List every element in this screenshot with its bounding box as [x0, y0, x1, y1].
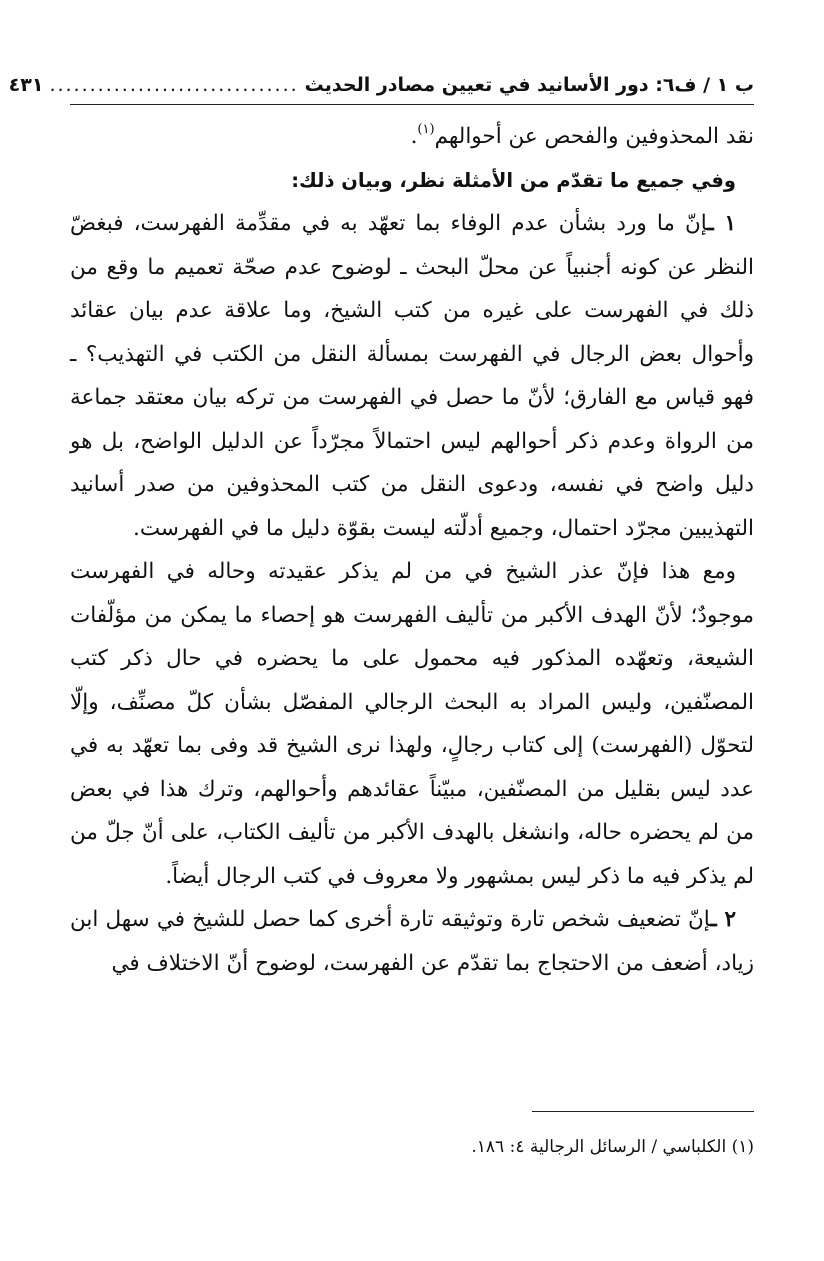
point-number-1: ١ ـ	[707, 211, 736, 236]
paragraph-1-end: .	[410, 124, 418, 149]
paragraph-2: وفي جميع ما تقدّم من الأمثلة نظر، وبيان ذلك:	[291, 168, 736, 192]
paragraph-1	[70, 115, 754, 159]
paragraph-3-text: إنّ ما ورد بشأن عدم الوفاء بما تعهّد به في مقدِّمة الفهرست، فبغضّ النظر عن كونه أجنبياً عن محلّ البحث ـ لوضوح عدم صحّة تعميم ما وقع من ذلك في الفهرست على غيره من كتب الشيخ، وما علاقة عدم بيان عقائد وأحوال بعض الرجال في الفهرست بمسألة النقل من الكتب في التهذيب؟ ـ فهو قياس مع الفارق؛ لأنّ ما حصل في الفهرست من تركه بيان معتقد جماعة من الرواة وعدم ذكر أحوالهم ليس احتمالاً مجرّداً عن الدليل الواضح، بل هو دليل واضح في نفسه، ودعوى النقل من كتب المحذوفين من صدر أسانيد التهذيبين مجرّد احتمال، وجميع أدلّته ليست بقوّة دليل ما في الفهرست.	[70, 211, 754, 541]
paragraph-5	[70, 898, 754, 985]
point-number-2: ٢ ـ	[710, 907, 736, 932]
footnote-separator	[532, 1111, 754, 1112]
header-leader-dots: ...............................	[49, 74, 299, 96]
page-number: ٤٣١	[8, 74, 44, 96]
body-text	[70, 115, 754, 985]
footnote-reference: (١)	[417, 122, 435, 137]
footnote: (١) الكلباسي / الرسائل الرجالية ٤: ١٨٦.	[471, 1137, 754, 1157]
header-title: ب ١ / ف٦: دور الأسانيد في تعيين مصادر الحديث	[304, 74, 754, 96]
paragraph-1-text: نقد المحذوفين والفحص عن أحوالهم	[434, 124, 754, 149]
document-page	[8, 70, 754, 985]
paragraph-3	[70, 202, 754, 550]
running-header	[8, 70, 754, 105]
paragraph-5-text: إنّ تضعيف شخص تارة وتوثيقه تارة أخرى كما حصل للشيخ في سهل ابن زياد، أضعف من الاحتجاج بما تقدّم عن الفهرست، لوضوح أنّ الاختلاف في	[70, 907, 754, 976]
paragraph-4: ومع هذا فإنّ عذر الشيخ في من لم يذكر عقيدته وحاله في الفهرست موجودٌ؛ لأنّ الهدف الأكبر من تأليف الفهرست هو إحصاء ما يمكن من مؤلّفات الشيعة، وتعهّده المذكور فيه محمول على ما يحضره في حال ذكر كتب المصنّفين، وليس المراد به البحث الرجالي المفصّل بشأن كلّ مصنِّف، وإلّا لتحوّل (الفهرست) إلى كتاب رجالٍ، ولهذا نرى الشيخ قد وفى بما تعهّد به في عدد ليس بقليل من المصنّفين، مبيّناً عقائدهم وأحوالهم، وترك هذا في بعض من لم يحضره حاله، وانشغل بالهدف الأكبر من تأليف الكتاب، على أنّ جلّ من لم يذكر فيه ما ذكر ليس بمشهور ولا معروف في كتب الرجال أيضاً.	[70, 559, 754, 889]
